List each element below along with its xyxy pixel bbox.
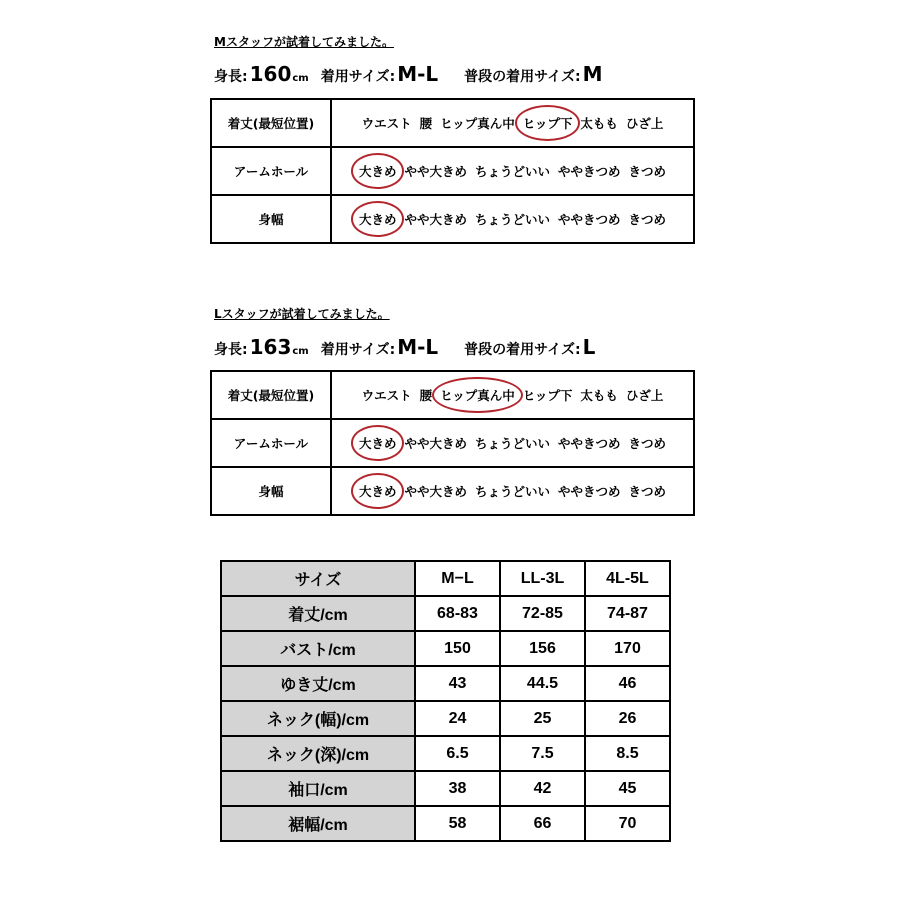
fit-row-label: 着丈(最短位置) [211, 371, 331, 419]
size-row-label: 着丈/cm [221, 596, 415, 631]
fit-option: ややきつめ [558, 164, 621, 179]
selected-fit-option: 大きめ [356, 208, 400, 230]
size-header-row [221, 561, 670, 596]
size-cell: 70 [585, 806, 670, 841]
usual-size-label: 普段の着用サイズ: [464, 342, 581, 358]
size-cell: 4L-5L [585, 561, 670, 596]
fit-option: 太もも [580, 388, 618, 403]
fit-row [211, 99, 694, 147]
size-cell: LL-3L [500, 561, 585, 596]
selected-fit-option: 大きめ [356, 480, 400, 502]
size-cell: 26 [585, 701, 670, 736]
size-row-label: サイズ [221, 561, 415, 596]
fit-row [211, 467, 694, 515]
fit-option: 太もも [580, 116, 618, 131]
size-row [221, 666, 670, 701]
size-cell: 42 [500, 771, 585, 806]
size-row-label: 袖口/cm [221, 771, 415, 806]
fit-row [211, 195, 694, 243]
fit-option: きつめ [628, 164, 667, 179]
size-cell: 156 [500, 631, 585, 666]
l-staff-stats [214, 335, 595, 359]
size-row [221, 701, 670, 736]
fit-option: やや大きめ [404, 212, 467, 227]
size-cell: 25 [500, 701, 585, 736]
l-staff-heading: Lスタッフが試着してみました。 [214, 307, 390, 321]
height-unit: cm [292, 73, 309, 84]
fit-option: ウエスト [361, 116, 412, 131]
fit-row-options [331, 99, 694, 147]
fit-option: ややきつめ [558, 484, 621, 499]
usual-size-label: 普段の着用サイズ: [464, 69, 581, 85]
size-cell: 68-83 [415, 596, 500, 631]
fit-option: ややきつめ [558, 212, 621, 227]
size-chart-table [220, 560, 671, 842]
size-row [221, 771, 670, 806]
selected-fit-option: ヒップ真ん中 [437, 384, 518, 406]
fit-option: ちょうどいい [474, 212, 550, 227]
selected-fit-option: ヒップ下 [520, 112, 576, 134]
fit-option: やや大きめ [404, 436, 467, 451]
fit-row-label: アームホール [211, 147, 331, 195]
size-cell: 72-85 [500, 596, 585, 631]
size-row-label: ネック(幅)/cm [221, 701, 415, 736]
fit-option: きつめ [628, 212, 667, 227]
fit-option: ヒップ下 [522, 388, 573, 403]
fit-option: 腰 [419, 388, 433, 403]
selected-fit-option: 大きめ [356, 432, 400, 454]
fit-option: ちょうどいい [474, 164, 550, 179]
fit-row [211, 419, 694, 467]
fit-option: ややきつめ [558, 436, 621, 451]
fit-option: やや大きめ [404, 164, 467, 179]
size-cell: 7.5 [500, 736, 585, 771]
fit-row-label: 身幅 [211, 195, 331, 243]
fit-row-label: アームホール [211, 419, 331, 467]
fit-row-label: 身幅 [211, 467, 331, 515]
fit-option: きつめ [628, 436, 667, 451]
fit-row [211, 147, 694, 195]
wear-size-label: 着用サイズ: [320, 69, 396, 85]
size-cell: 46 [585, 666, 670, 701]
size-row-label: バスト/cm [221, 631, 415, 666]
size-cell: 74-87 [585, 596, 670, 631]
size-row-label: ゆき丈/cm [221, 666, 415, 701]
size-row [221, 631, 670, 666]
l-staff-fit-table [210, 370, 695, 516]
fit-option: ひざ上 [625, 388, 664, 403]
m-staff-heading: Mスタッフが試着してみました。 [214, 35, 394, 49]
size-cell: 24 [415, 701, 500, 736]
m-staff-fit-table [210, 98, 695, 244]
fit-option: ひざ上 [625, 116, 664, 131]
size-row [221, 596, 670, 631]
fit-row-options [331, 195, 694, 243]
size-row [221, 806, 670, 841]
height-label: 身長: [214, 69, 248, 85]
fit-row [211, 371, 694, 419]
size-cell: 170 [585, 631, 670, 666]
fit-row-options [331, 147, 694, 195]
size-row-label: 裾幅/cm [221, 806, 415, 841]
size-cell: 43 [415, 666, 500, 701]
fit-row-label: 着丈(最短位置) [211, 99, 331, 147]
m-staff-stats [214, 62, 603, 86]
size-row [221, 736, 670, 771]
fit-option: ウエスト [361, 388, 412, 403]
fit-row-options [331, 419, 694, 467]
height-value: 160 [249, 62, 292, 86]
fit-option: やや大きめ [404, 484, 467, 499]
size-cell: 44.5 [500, 666, 585, 701]
size-cell: 58 [415, 806, 500, 841]
usual-size-value: M [582, 62, 603, 86]
fit-option: 腰 [419, 116, 433, 131]
size-row-label: ネック(深)/cm [221, 736, 415, 771]
fit-option: ちょうどいい [474, 484, 550, 499]
height-unit: cm [292, 346, 309, 357]
fit-row-options [331, 467, 694, 515]
size-cell: 38 [415, 771, 500, 806]
fit-row-options [331, 371, 694, 419]
wear-size-label: 着用サイズ: [320, 342, 396, 358]
size-cell: 6.5 [415, 736, 500, 771]
wear-size-value: M-L [397, 62, 439, 86]
size-cell: 150 [415, 631, 500, 666]
size-cell: M−L [415, 561, 500, 596]
wear-size-value: M-L [397, 335, 439, 359]
fit-option: ヒップ真ん中 [440, 116, 515, 131]
height-label: 身長: [214, 342, 248, 358]
height-value: 163 [249, 335, 292, 359]
usual-size-value: L [582, 335, 596, 359]
fit-option: ちょうどいい [474, 436, 550, 451]
size-cell: 45 [585, 771, 670, 806]
size-cell: 8.5 [585, 736, 670, 771]
selected-fit-option: 大きめ [356, 160, 400, 182]
size-cell: 66 [500, 806, 585, 841]
fit-option: きつめ [628, 484, 667, 499]
